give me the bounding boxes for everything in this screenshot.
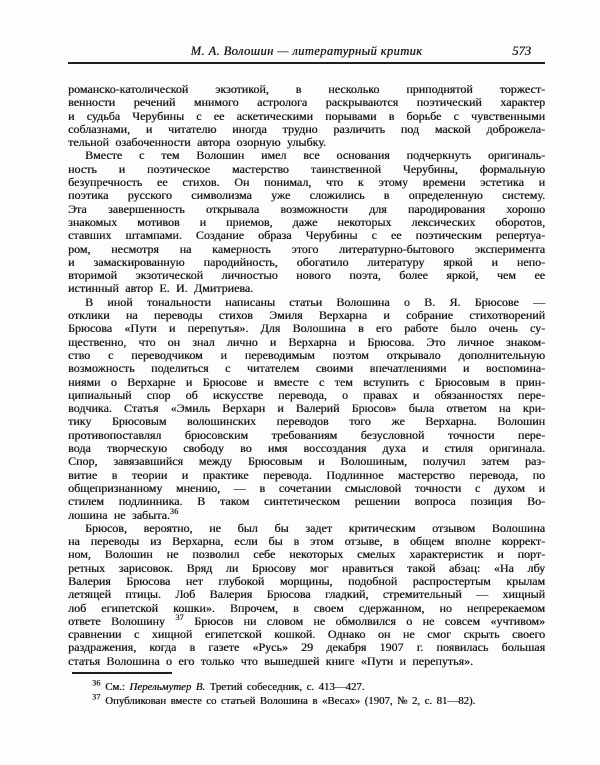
text-line: общепризнанному мнению, — в сочетании смысловой точности с духом и [68,480,545,495]
text-line: поэтика русского символизма уже сложились в определенную систему. [68,188,545,203]
text-line: и судьба Черубины с ее аскетическими порывами в борьбе с чувственными [68,108,545,123]
text-line: знакомых мотивов и приемов, даже некоторых лексических оборотов, [68,214,545,229]
text-line: возможность поделиться с читателем своими впечатлениями и воспомина- [68,361,545,376]
text-line: лошина не забыта.$^{36}$ [68,506,179,522]
text-line: водчика. Статья «Эмиль Верхарн и Валерий Брюсов» была ответом на кри- [68,401,545,416]
text-line: тику Брюсовым волошинских переводов того же Верхарна. Волошин [68,414,545,429]
text-line: безупречность ее стихов. Он понимал, что к этому времени эстетика и [68,175,545,190]
italic-text: Перельмутер В. [129,681,206,693]
text-line: статья Волошина о его только что вышедшей книге «Пути и перепутья». [68,653,473,668]
text-line: Валерия Брюсова нет глубокой морщины, подобной распростертым крылам [68,573,545,588]
text-line: ретных зарисовок. Вряд ли Брюсову мог нравиться такой абзац: «На лбу [68,560,545,575]
text-line: витие в теории и практике перевода. Подлинное мастерство перевода, по [68,467,545,482]
text-line: вторимой экзотической личностью нового поэта, более яркой, чем ее [68,268,545,283]
footnotes [68,678,545,708]
text-line: вода творческую свободу во имя воссоздания духа и стиля оригинала. [68,441,545,456]
text-line: Брюсова «Пути и перепутья». Для Волошина в его работе было очень су- [68,321,545,336]
text-line: сравнении с хищной египетской кошкой. Однако он не смог скрыть своего [68,627,545,642]
text-line: ром, несмотря на камерность этого литературно-бытового эксперимента [68,241,545,256]
text-line: ном, Волошин не позволил себе некоторых смелых характеристик и порт- [68,547,545,562]
text-line: Брюсов, вероятно, не был бы задет критическим отзывом Волошина [85,520,545,535]
footnote: $^{36}$ См.: Перельмутер В. Третий собеседник, с. 413—427. [92,678,365,693]
text-line: и замаскированную пародийность, обогатило литературу яркой и непо- [68,254,545,269]
text-line: на переводы из Верхарна, если бы в этом отзыве, в общем вполне коррект- [68,534,545,549]
text-line: ответе Волошину $^{37}$ Брюсов ни словом не обмолвился о не совсем «учтивом» [68,612,545,628]
running-header-title: М. А. Волошин — литературный критик [190,44,423,58]
text-line: венности речений мнимого астролога раскрываются поэтический характер [68,95,545,110]
text-line: Спор, завязавшийся между Брюсовым и Волошиным, получил затем раз- [68,454,545,469]
running-header [68,44,545,60]
footnote-marker: 36 [92,678,101,688]
footnote-marker: 36 [169,506,179,516]
text-line: раздражения, когда в газете «Русь» 29 декабря 1907 г. появилась большая [68,640,545,655]
footnote-marker: 37 [92,691,101,701]
text-line: романско-католической экзотикой, в несколько приподнятой торжест- [68,82,545,96]
body-text [68,83,545,668]
footnote: $^{37}$ Опубликован вместе со статьей Волошина в «Весах» (1907, № 2, с. 81—82). [92,691,476,707]
text-line: летящей птицы. Лоб Валерия Брюсова гладкий, стремительный — хищный [68,587,545,602]
text-line: ство с переводчиком и переводимым поэтом открывало дополнительную [68,347,545,362]
text-line: тельной озабоченности автора озорную улыбку. [68,135,326,150]
text-line: ципиальный спор об искусстве перевода, о правах и обязанностях пере- [68,387,545,402]
footnote-marker: 37 [175,612,184,622]
text-line: Вместе с тем Волошин имел все основания подчеркнуть оригиналь- [85,148,545,163]
text-line: лоб египетской кошки». Впрочем, в своем сдержанном, но непререкаемом [68,600,545,615]
text-line: В иной тональности написаны статьи Волошина о В. Я. Брюсове — [85,294,545,309]
text-line: противопоставлял брюсовским требованиям безусловной точности пере- [68,427,545,442]
text-line: истинный автор Е. И. Дмитриева. [68,281,254,296]
footnote-divider [72,672,172,674]
text-line: ниями о Верхарне и Брюсове и вместе с тем вступить с Брюсовым в прин- [68,374,545,389]
text-line: отклики на переводы стихов Эмиля Верхарна и собрание стихотворений [68,308,545,323]
header-rule [68,62,545,64]
text-line: соблазнами, и читателю иногда трудно различить под маской доброжела- [68,121,545,136]
text-line: Эта завершенность открывала возможности для пародирования хорошо [68,201,545,216]
page-number: 573 [512,44,531,58]
text-line: стилем подлинника. В таком синтетическом решении вопроса позиция Во- [68,494,545,509]
text-line: ность и поэтическое мастерство таинственной Черубины, формальную [68,161,545,176]
text-line: ставших штампами. Создание образа Черубины с ее поэтическим репертуа- [68,228,545,243]
text-line: щественно, что он знал лично и Верхарна и Брюсова. Это личное знаком- [68,334,545,349]
